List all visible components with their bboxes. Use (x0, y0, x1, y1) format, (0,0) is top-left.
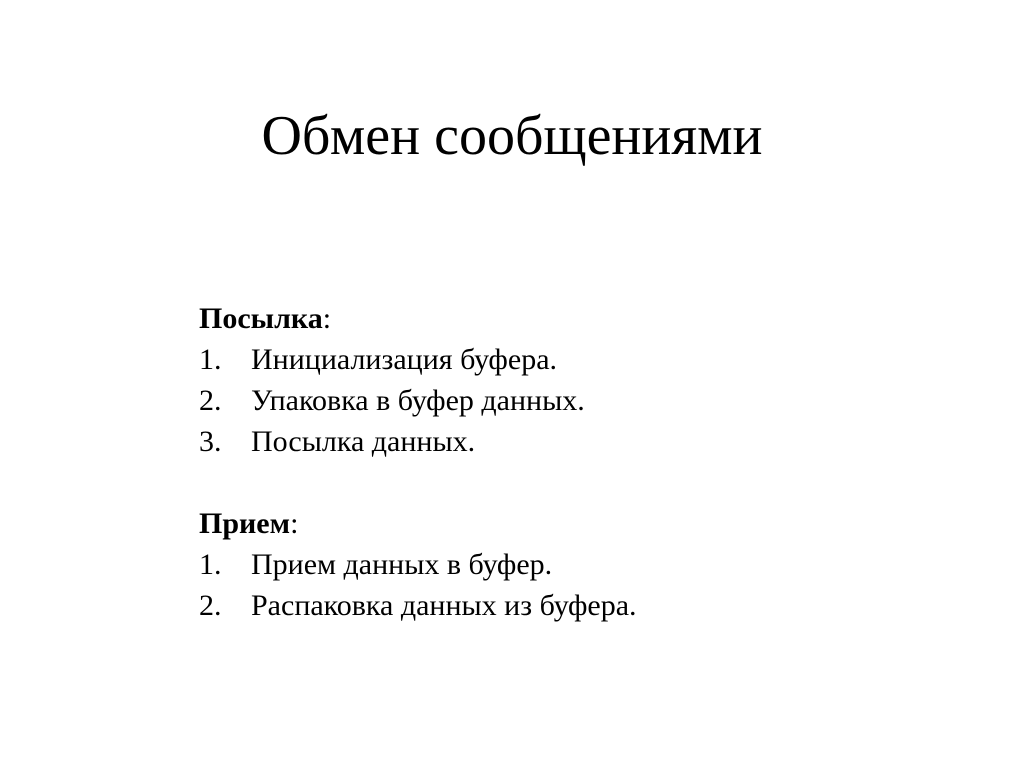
list-item (199, 585, 959, 626)
section-heading-receive-colon: : (290, 507, 299, 540)
list-item (199, 544, 959, 585)
list-item (199, 380, 959, 421)
section-heading-send (199, 298, 959, 339)
list-item-number: 2. (199, 384, 222, 417)
section-heading-send-colon: : (322, 302, 332, 335)
section-heading-receive-label: Прием (199, 507, 291, 540)
list-item-number: 1. (199, 548, 222, 581)
slide-title: Обмен сообщениями (261, 105, 763, 167)
send-steps-list (199, 339, 959, 462)
list-item-number: 1. (199, 343, 222, 376)
list-item-text: Прием данных в буфер. (251, 548, 553, 581)
slide-content (199, 298, 959, 626)
receive-steps-list (199, 544, 959, 626)
section-heading-receive (199, 503, 959, 544)
list-item-text: Инициализация буфера. (251, 343, 558, 376)
list-item-text: Распаковка данных из буфера. (251, 589, 637, 622)
section-spacer (199, 462, 959, 503)
list-item-number: 2. (199, 589, 222, 622)
list-item (199, 339, 959, 380)
list-item-text: Посылка данных. (251, 425, 476, 458)
list-item-text: Упаковка в буфер данных. (251, 384, 585, 417)
list-item (199, 421, 959, 462)
section-heading-send-label: Посылка (199, 302, 323, 335)
list-item-number: 3. (199, 425, 222, 458)
